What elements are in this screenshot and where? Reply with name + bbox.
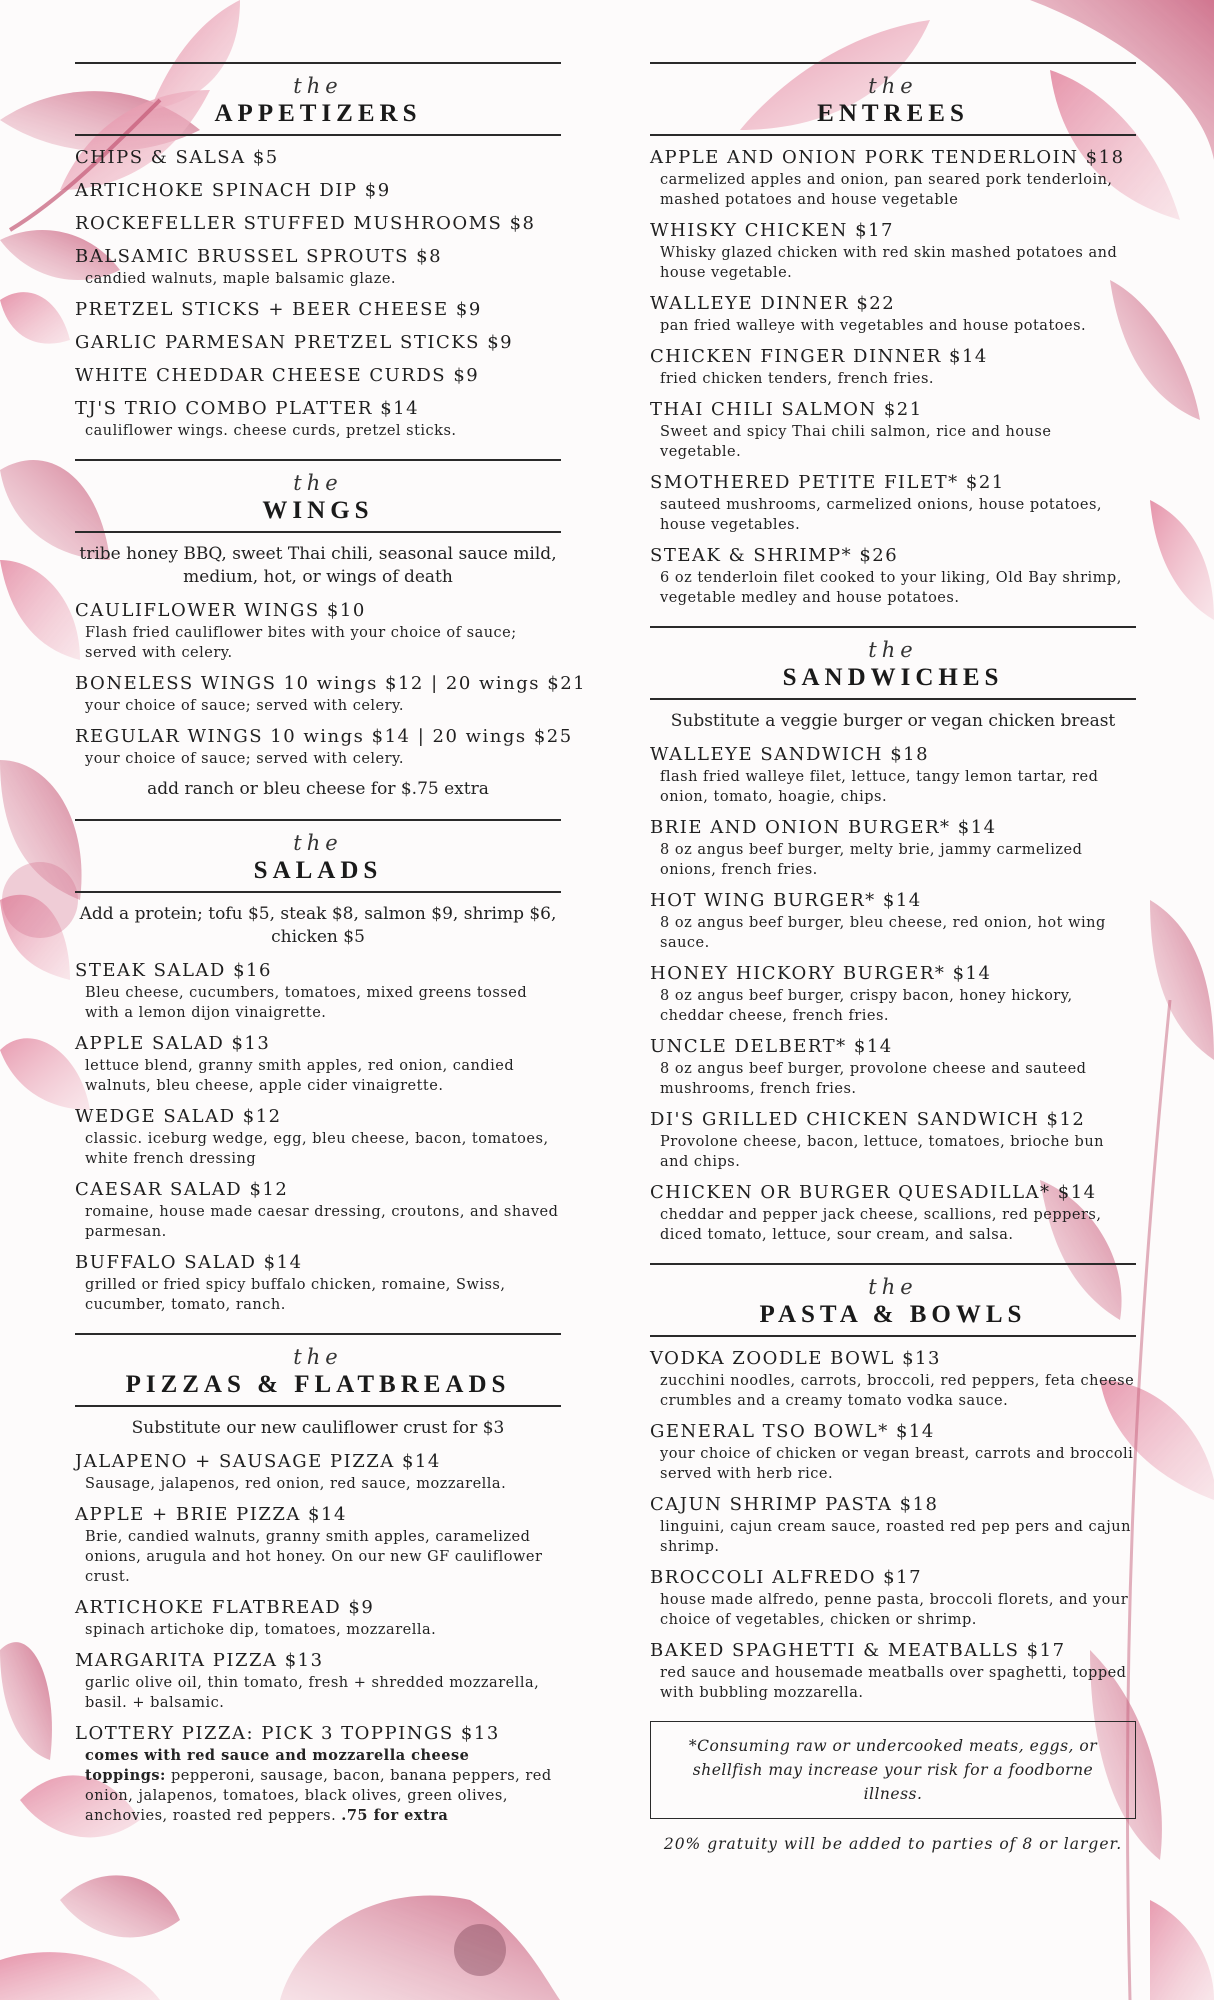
menu-item [75,1503,561,1587]
menu-item-description: 8 oz angus beef burger, crispy bacon, honey hickory, cheddar cheese, french fries. [660,988,1073,1024]
menu-item [650,1181,1136,1245]
section-the-label: the [868,74,918,98]
menu-item-name: THAI CHILI SALMON $21 [650,399,923,420]
menu-item-description: 8 oz angus beef burger, provolone cheese and sauteed mushrooms, french fries. [660,1061,1087,1097]
menu-item-description: garlic olive oil, thin tomato, fresh + shredded mozzarella, basil. + balsamic. [85,1675,540,1711]
menu-item-bold-note: comes with red sauce and mozzarella cheese [85,1747,470,1764]
menu-item [650,398,1136,462]
menu-item-name: CAESAR SALAD $12 [75,1179,289,1200]
section-footer-note: add ranch or bleu cheese for $.75 extra [147,779,489,799]
menu-item-name: WHITE CHEDDAR CHEESE CURDS $9 [75,365,480,386]
menu-item-name: BRIE AND ONION BURGER* $14 [650,817,997,838]
menu-item [650,1347,1136,1411]
menu-item-name: REGULAR WINGS 10 wings $14 | 20 wings $25 [75,726,573,747]
menu-item [75,179,561,203]
section-note: Substitute our new cauliflower crust for $3 [131,1418,505,1438]
section-title: PASTA & BOWLS [759,1301,1027,1328]
menu-item-toppings-label: toppings: [85,1767,166,1784]
menu-item-description: zucchini noodles, carrots, broccoli, red peppers, feta cheese crumbles and a creamy tomato vodka sauce. [660,1373,1135,1409]
menu-item-name: DI'S GRILLED CHICKEN SANDWICH $12 [650,1109,1086,1130]
menu-item-name: WALLEYE DINNER $22 [650,293,896,314]
menu-item [75,331,561,355]
section-header [75,62,561,136]
menu-item [75,1722,561,1826]
section-note: tribe honey BBQ, sweet Thai chili, seasonal sauce mild, medium, hot, or wings of death [79,544,557,587]
menu-item-description: cheddar and pepper jack cheese, scallions, red peppers, diced tomato, lettuce, sour cream, and salsa. [660,1207,1102,1243]
menu-item-description: Provolone cheese, bacon, lettuce, tomatoes, brioche bun and chips. [660,1134,1104,1170]
menu-item-description: lettuce blend, granny smith apples, red onion, candied walnuts, bleu cheese, apple cider vinaigrette. [85,1058,515,1094]
section-the-label: the [868,1275,918,1299]
section-title: WINGS [262,497,374,524]
food-safety-disclaimer: *Consuming raw or undercooked meats, eggs, or shellfish may increase your risk for a foodborne illness. [650,1721,1136,1819]
menu-item-description: cauliflower wings. cheese curds, pretzel sticks. [85,423,457,439]
section-the-label: the [293,471,343,495]
menu-item [650,219,1136,283]
menu-item [75,1178,561,1242]
section-the-label: the [293,831,343,855]
menu-item-name: APPLE + BRIE PIZZA $14 [75,1504,347,1525]
menu-item-description: house made alfredo, penne pasta, broccoli florets, and your choice of vegetables, chicken or shrimp. [660,1592,1129,1628]
menu-item-name: BUFFALO SALAD $14 [75,1252,303,1273]
menu-item-name: GENERAL TSO BOWL* $14 [650,1421,935,1442]
section-title: SANDWICHES [782,664,1004,691]
menu-item-name: SMOTHERED PETITE FILET* $21 [650,472,1005,493]
menu-item-name: ROCKEFELLER STUFFED MUSHROOMS $8 [75,213,536,234]
menu-item-description: classic. iceburg wedge, egg, bleu cheese, bacon, tomatoes, white french dressing [85,1131,549,1167]
menu-item [75,146,561,170]
menu-item-description: grilled or fried spicy buffalo chicken, romaine, Swiss, cucumber, tomato, ranch. [85,1277,506,1313]
menu-item-name: LOTTERY PIZZA: PICK 3 TOPPINGS $13 [75,1723,500,1744]
menu-item [650,1420,1136,1484]
section-the-label: the [868,638,918,662]
menu-item [650,1566,1136,1630]
menu-item-description: fried chicken tenders, french fries. [660,371,934,387]
menu-item [75,725,573,769]
menu-item-name: CHIPS & SALSA $5 [75,147,279,168]
menu-item-name: UNCLE DELBERT* $14 [650,1036,893,1057]
menu-item [75,1649,561,1713]
section-note: Substitute a veggie burger or vegan chicken breast [670,711,1116,731]
menu-item [650,345,1136,389]
menu-item-name: BALSAMIC BRUSSEL SPROUTS $8 [75,246,443,267]
menu-item [75,672,587,716]
menu-item-description: your choice of chicken or vegan breast, carrots and broccoli served with herb rice. [660,1446,1134,1482]
section-header [650,626,1136,700]
menu-item-description: 8 oz angus beef burger, bleu cheese, red onion, hot wing sauce. [660,915,1106,951]
section-header [75,1333,561,1407]
menu-item [75,1032,561,1096]
menu-section [650,1263,1136,1703]
menu-item-name: STEAK & SHRIMP* $26 [650,545,899,566]
menu-item [75,397,561,441]
menu-section [650,626,1136,1245]
menu-item-name: ARTICHOKE FLATBREAD $9 [75,1597,375,1618]
menu-item [650,743,1136,807]
menu-item [75,212,561,236]
menu-item-name: WHISKY CHICKEN $17 [650,220,894,241]
section-title: APPETIZERS [214,100,422,127]
menu-item-name: GARLIC PARMESAN PRETZEL STICKS $9 [75,332,514,353]
menu-item [75,1596,561,1640]
menu-item-name: CHICKEN OR BURGER QUESADILLA* $14 [650,1182,1097,1203]
menu-item-description: Brie, candied walnuts, granny smith apples, caramelized onions, arugula and hot honey. On our new GF cauliflower crust. [85,1529,543,1585]
menu-item-description: Whisky glazed chicken with red skin mashed potatoes and house vegetable. [660,245,1118,281]
menu-item-description: 6 oz tenderloin filet cooked to your liking, Old Bay shrimp, vegetable medley and house potatoes. [660,570,1122,606]
menu-item-description: pan fried walleye with vegetables and house potatoes. [660,318,1087,334]
menu-section [75,459,587,801]
menu-item-name: CAULIFLOWER WINGS $10 [75,600,366,621]
menu-item-name: WEDGE SALAD $12 [75,1106,282,1127]
section-title: SALADS [253,857,383,884]
menu-item-description: red sauce and housemade meatballs over spaghetti, topped with bubbling mozzarella. [660,1665,1127,1701]
section-note: Add a protein; tofu $5, steak $8, salmon $9, shrimp $6, chicken $5 [79,904,557,947]
menu-item-toppings: pepperoni, sausage, bacon, banana peppers, red onion, jalapenos, tomatoes, black olives, green olives, anchovies, roasted red peppers. [85,1768,552,1824]
right-column [650,62,1136,1853]
menu-item [650,1035,1136,1099]
menu-section [650,62,1136,608]
menu-item [650,1639,1136,1703]
section-header [75,819,561,893]
section-the-label: the [293,74,343,98]
menu-section [75,819,561,1315]
menu-item [75,1251,561,1315]
menu-item-name: JALAPENO + SAUSAGE PIZZA $14 [75,1451,441,1472]
section-header [75,459,561,533]
menu-item [650,471,1136,535]
menu-item-description: Sausage, jalapenos, red onion, red sauce, mozzarella. [85,1476,507,1492]
menu-item-description: your choice of sauce; served with celery. [85,698,404,714]
menu-item-name: BONELESS WINGS 10 wings $12 | 20 wings $21 [75,673,587,694]
menu-item [75,364,561,388]
section-title: PIZZAS & FLATBREADS [125,1371,511,1398]
menu-item-name: BROCCOLI ALFREDO $17 [650,1567,923,1588]
menu-item [75,959,561,1023]
menu-item-name: STEAK SALAD $16 [75,960,272,981]
menu-item [650,889,1136,953]
menu-item-name: CHICKEN FINGER DINNER $14 [650,346,988,367]
menu-item [650,146,1136,210]
section-header [650,62,1136,136]
menu-item-name: BAKED SPAGHETTI & MEATBALLS $17 [650,1640,1066,1661]
menu-item [75,1105,561,1169]
menu-item [75,298,561,322]
menu-item-description: Flash fried cauliflower bites with your choice of sauce; served with celery. [85,625,517,661]
section-title: ENTREES [817,100,969,127]
menu-item-description: your choice of sauce; served with celery. [85,751,404,767]
menu-item-name: PRETZEL STICKS + BEER CHEESE $9 [75,299,482,320]
menu-item [650,816,1136,880]
menu-item [650,1493,1136,1557]
menu-item-description: spinach artichoke dip, tomatoes, mozzarella. [85,1622,437,1638]
menu-item-name: HONEY HICKORY BURGER* $14 [650,963,992,984]
menu-item-name: APPLE SALAD $13 [75,1033,271,1054]
menu-item [650,292,1136,336]
menu-item-name: CAJUN SHRIMP PASTA $18 [650,1494,939,1515]
menu-item-extra-price: .75 for extra [341,1807,449,1824]
menu-item-name: ARTICHOKE SPINACH DIP $9 [75,180,391,201]
menu-item-description: carmelized apples and onion, pan seared pork tenderloin, mashed potatoes and house vegetable [660,172,1113,208]
menu-item-name: WALLEYE SANDWICH $18 [650,744,930,765]
menu-item [75,599,561,663]
menu-item-name: VODKA ZOODLE BOWL $13 [650,1348,941,1369]
menu-item-name: TJ'S TRIO COMBO PLATTER $14 [75,398,420,419]
menu-item-name: HOT WING BURGER* $14 [650,890,922,911]
menu-item-name: APPLE AND ONION PORK TENDERLOIN $18 [650,147,1125,168]
menu-item-name: MARGARITA PIZZA $13 [75,1650,324,1671]
menu-item-description [75,1746,561,1826]
menu-item [75,1450,561,1494]
menu-item-description: Sweet and spicy Thai chili salmon, rice and house vegetable. [660,424,1052,460]
menu-item-description: sauteed mushrooms, carmelized onions, house potatoes, house vegetables. [660,497,1103,533]
menu-item-description: romaine, house made caesar dressing, croutons, and shaved parmesan. [85,1204,559,1240]
menu-item-description: candied walnuts, maple balsamic glaze. [85,271,397,287]
menu-item-description: 8 oz angus beef burger, melty brie, jammy carmelized onions, french fries. [660,842,1083,878]
menu-item-description: linguini, cajun cream sauce, roasted red pep pers and cajun shrimp. [660,1519,1131,1555]
menu-item [650,544,1136,608]
left-column [75,62,587,1844]
menu-item [75,245,561,289]
menu-item-description: Bleu cheese, cucumbers, tomatoes, mixed greens tossed with a lemon dijon vinaigrette. [85,985,528,1021]
menu-section [75,1333,561,1826]
menu-item [650,1108,1136,1172]
menu-item-description: flash fried walleye filet, lettuce, tangy lemon tartar, red onion, tomato, hoagie, chips. [660,769,1099,805]
menu-item [650,962,1136,1026]
section-the-label: the [293,1345,343,1369]
menu-section [75,62,561,441]
gratuity-note: 20% gratuity will be added to parties of 8 or larger. [663,1835,1123,1853]
section-header [650,1263,1136,1337]
